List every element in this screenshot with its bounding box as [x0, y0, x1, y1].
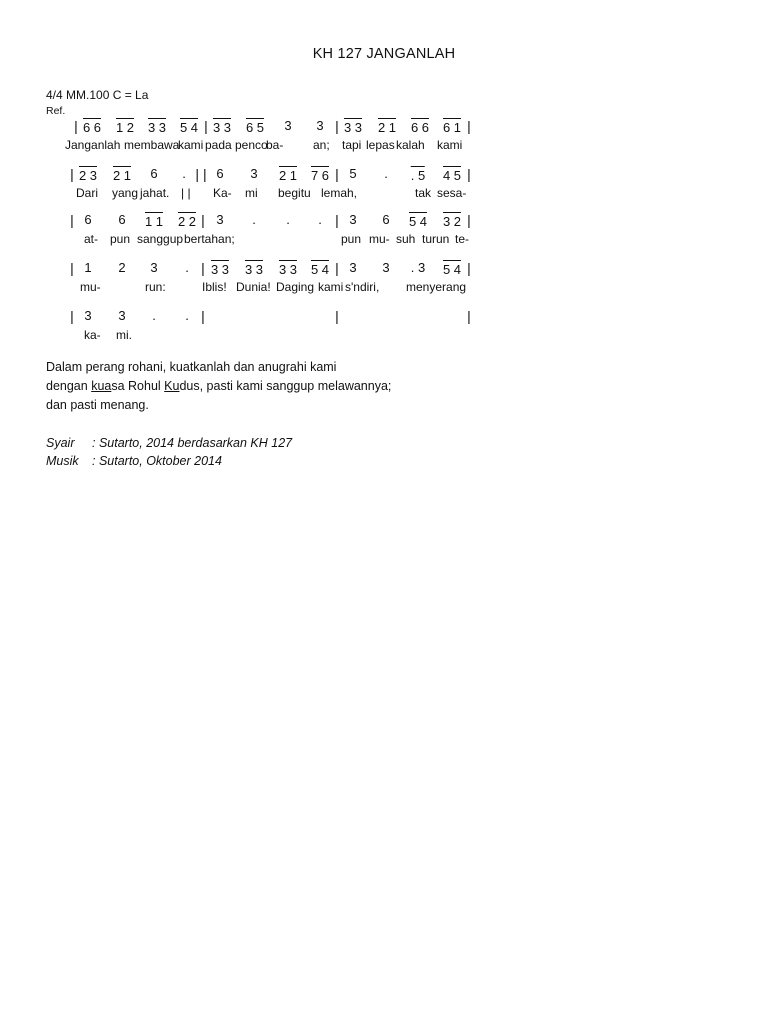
- credit-label: Musik: [46, 454, 79, 468]
- lyric-syllable: pun: [110, 232, 131, 246]
- lyric-syllable: run:: [145, 280, 166, 294]
- barline: |: [201, 260, 205, 276]
- note: 5: [349, 166, 357, 181]
- lyric-syllable: Daging: [276, 280, 315, 294]
- lyric-syllable: Dari: [76, 186, 99, 200]
- notes-row: [0, 308, 768, 330]
- note: 2 1: [112, 168, 132, 183]
- barline: |: [467, 260, 471, 276]
- barline: |: [467, 308, 471, 324]
- note: 6: [382, 212, 390, 227]
- lyric-syllable: mu-: [369, 232, 390, 246]
- barline: |: [70, 308, 74, 324]
- prose-underlined-text: Ku: [164, 379, 180, 393]
- note: 6: [150, 166, 158, 181]
- lyric-syllable: membawa: [124, 138, 180, 152]
- song-title: KH 127 JANGANLAH: [312, 46, 456, 62]
- note: 2 1: [278, 168, 298, 183]
- note: 6 1: [442, 120, 462, 135]
- lyric-syllable: mi: [245, 186, 258, 200]
- prose-text: dus, pasti kami sanggup melawannya;: [179, 379, 392, 393]
- credit-syair: [46, 434, 292, 452]
- note: 3: [118, 308, 126, 323]
- lyric-syllable: s'ndiri,: [345, 280, 380, 294]
- note: 6 5: [245, 120, 265, 135]
- lyric-syllable: mu-: [80, 280, 101, 294]
- note: .: [384, 166, 388, 181]
- note: 5 4: [179, 120, 199, 135]
- note: 3 3: [278, 262, 298, 277]
- lyrics-row: [0, 186, 768, 202]
- prose-line-3: dan pasti menang.: [46, 398, 149, 412]
- lyric-syllable: tapi: [342, 138, 362, 152]
- note: 5 4: [408, 214, 428, 229]
- lyric-syllable: tak: [415, 186, 432, 200]
- lyric-syllable: ka-: [84, 328, 101, 342]
- barline: |: [467, 212, 471, 228]
- note: 3 3: [343, 120, 363, 135]
- credits: [46, 434, 292, 470]
- barline: | |: [195, 166, 207, 182]
- lyric-syllable: begitu: [278, 186, 311, 200]
- lyric-syllable: penco: [235, 138, 268, 152]
- lyric-syllable: kalah: [396, 138, 425, 152]
- lyric-syllable: ba-: [266, 138, 284, 152]
- note: 3: [216, 212, 224, 227]
- lyric-syllable: pun: [341, 232, 362, 246]
- note: 3: [250, 166, 258, 181]
- lyric-syllable: turun: [422, 232, 450, 246]
- score-line: [0, 308, 768, 348]
- note: 5 4: [310, 262, 330, 277]
- credit-musik: [46, 452, 292, 470]
- lyric-syllable: pada: [205, 138, 232, 152]
- note: 1 2: [115, 120, 135, 135]
- note: 3: [349, 212, 357, 227]
- barline: |: [335, 308, 339, 324]
- note: 3 3: [212, 120, 232, 135]
- note: 2 1: [377, 120, 397, 135]
- note: 4 5: [442, 168, 462, 183]
- lyrics-row: [0, 138, 768, 154]
- note: 3 3: [210, 262, 230, 277]
- lyric-syllable: menyerang: [406, 280, 467, 294]
- note: .: [185, 260, 189, 275]
- note: . 3: [410, 260, 426, 275]
- lyric-syllable: sesa-: [437, 186, 467, 200]
- note: 3: [84, 308, 92, 323]
- lyric-syllable: kami: [178, 138, 204, 152]
- prose-text: sa Rohul: [111, 379, 165, 393]
- note: 3 3: [244, 262, 264, 277]
- score-line: [0, 212, 768, 252]
- note: .: [318, 212, 322, 227]
- note: 6 6: [82, 120, 102, 135]
- note: 3 3: [147, 120, 167, 135]
- lyric-syllable: suh: [396, 232, 416, 246]
- lyric-syllable: te-: [455, 232, 470, 246]
- lyric-syllable: kami: [437, 138, 463, 152]
- credit-value: : Sutarto, Oktober 2014: [92, 454, 222, 468]
- prose-line-2: [46, 377, 391, 396]
- barline: |: [335, 212, 339, 228]
- refrain-label: Ref.: [46, 105, 66, 117]
- note: .: [182, 166, 186, 181]
- note: .: [185, 308, 189, 323]
- note: 7 6: [310, 168, 330, 183]
- lyric-syllable: at-: [84, 232, 99, 246]
- lyric-syllable: Iblis!: [202, 280, 227, 294]
- note: 2 3: [78, 168, 98, 183]
- barline: |: [74, 118, 78, 134]
- barline: |: [70, 212, 74, 228]
- notes-row: [0, 166, 768, 188]
- note: .: [286, 212, 290, 227]
- barline: |: [335, 260, 339, 276]
- barline: |: [201, 212, 205, 228]
- lyric-syllable: jahat.: [140, 186, 170, 200]
- barline: |: [467, 118, 471, 134]
- credit-label: Syair: [46, 436, 75, 450]
- note: 6 6: [410, 120, 430, 135]
- lyric-syllable: an;: [313, 138, 330, 152]
- lyric-syllable: Dunia!: [236, 280, 271, 294]
- notes-row: [0, 212, 768, 234]
- notes-row: [0, 118, 768, 140]
- barline: |: [467, 166, 471, 182]
- note: 3: [349, 260, 357, 275]
- lyric-syllable: Janganlah: [65, 138, 121, 152]
- note: 2 2: [177, 214, 197, 229]
- barline: |: [335, 118, 339, 134]
- prose-line-1: Dalam perang rohani, kuatkanlah dan anugrahi kami: [46, 360, 337, 374]
- barline: |: [70, 260, 74, 276]
- note: .: [152, 308, 156, 323]
- note: 5 4: [442, 262, 462, 277]
- note: 6: [216, 166, 224, 181]
- barline: |: [335, 166, 339, 182]
- barline: |: [70, 166, 74, 182]
- score-line: [0, 260, 768, 300]
- note: 3: [382, 260, 390, 275]
- lyric-syllable: mi.: [116, 328, 132, 342]
- lyric-syllable: yang: [112, 186, 139, 200]
- note: 3: [150, 260, 158, 275]
- lyrics-row: [0, 232, 768, 248]
- credit-value: : Sutarto, 2014 berdasarkan KH 127: [92, 436, 293, 450]
- note: .: [252, 212, 256, 227]
- lyric-syllable: Ka-: [213, 186, 232, 200]
- barline: |: [201, 308, 205, 324]
- note: 3: [316, 118, 324, 133]
- note: 1: [84, 260, 92, 275]
- note: . 5: [410, 168, 426, 183]
- notes-row: [0, 260, 768, 282]
- note: 6: [84, 212, 92, 227]
- lyric-syllable: bertahan;: [184, 232, 235, 246]
- score-line: [0, 118, 768, 158]
- prose-text: dengan: [46, 379, 92, 393]
- time-signature-tempo-key: 4/4 MM.100 C = La: [46, 88, 149, 102]
- lyrics-row: [0, 328, 768, 344]
- score-line: [0, 166, 768, 206]
- note: 6: [118, 212, 126, 227]
- lyric-syllable: | |: [181, 186, 191, 200]
- lyric-syllable: lemah,: [321, 186, 358, 200]
- note: 2: [118, 260, 126, 275]
- lyric-syllable: sanggup: [137, 232, 184, 246]
- barline: |: [204, 118, 208, 134]
- lyric-syllable: kami: [318, 280, 344, 294]
- lyrics-row: [0, 280, 768, 296]
- note: 3: [284, 118, 292, 133]
- note: 1 1: [144, 214, 164, 229]
- lyric-syllable: lepas: [366, 138, 395, 152]
- prose-underlined-text: kua: [91, 379, 112, 393]
- note: 3 2: [442, 214, 462, 229]
